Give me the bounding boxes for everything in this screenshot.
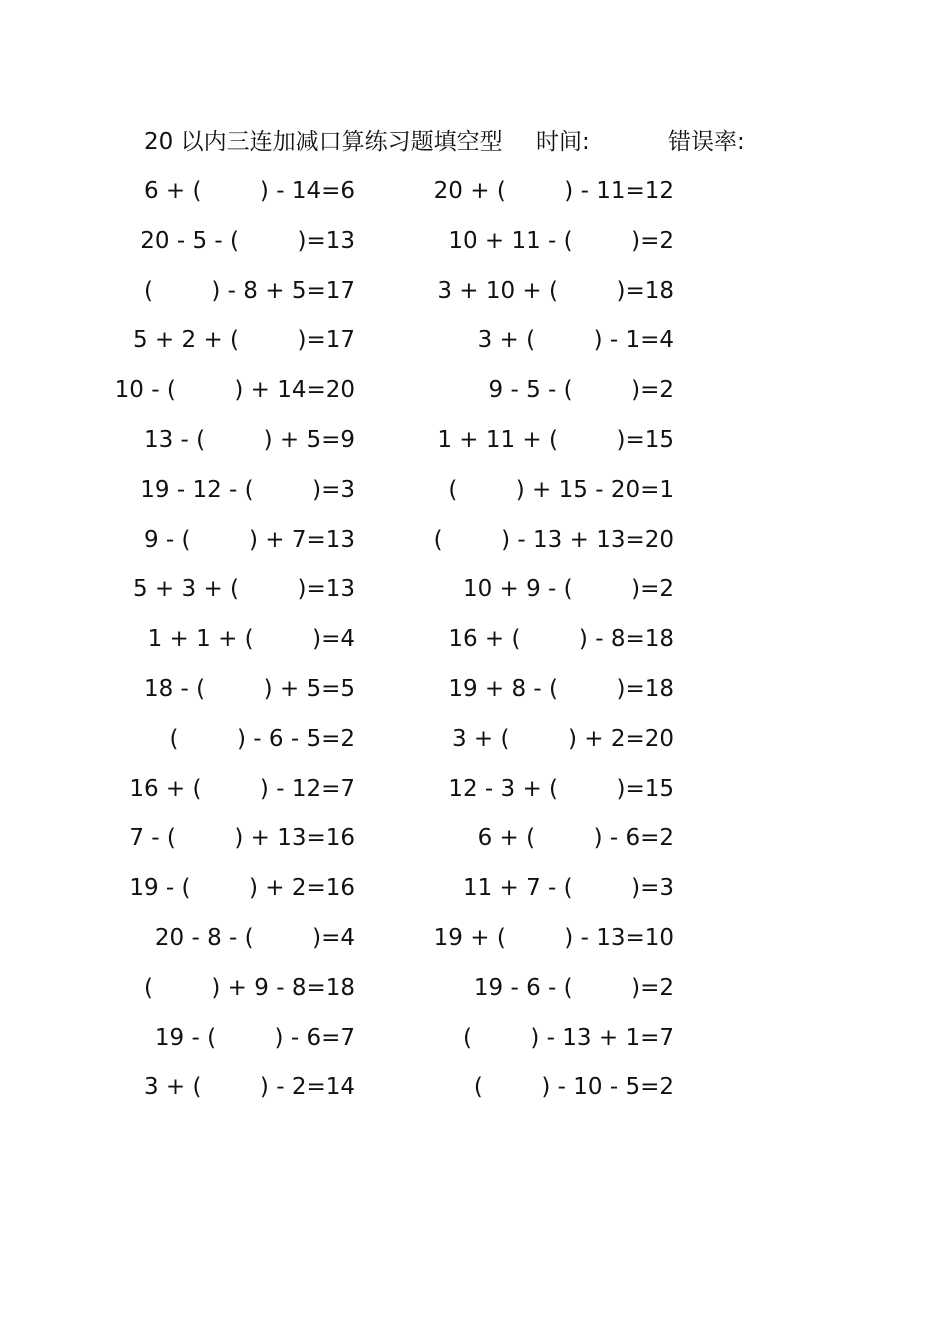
problem-right: 11 + 7 - ( )=3 xyxy=(462,875,674,902)
problem-left: 6 + ( ) - 14=6 xyxy=(143,178,355,204)
problem-right: 12 - 3 + ( )=15 xyxy=(448,775,674,802)
problem-right: 9 - 5 - ( )=2 xyxy=(488,377,674,404)
problem-left: ( ) - 6 - 5=2 xyxy=(169,725,355,752)
problem-list xyxy=(0,167,950,1113)
problem-row xyxy=(0,267,950,317)
problem-row xyxy=(0,914,950,964)
problem-left: 16 + ( ) - 12=7 xyxy=(129,775,355,802)
problem-left: 5 + 2 + ( )=17 xyxy=(132,327,355,354)
problem-right: 1 + 11 + ( )=15 xyxy=(437,426,674,453)
problem-left: 19 - ( ) + 2=16 xyxy=(129,875,355,902)
problem-left: 3 + ( ) - 2=14 xyxy=(143,1074,355,1101)
problem-left: ( ) - 8 + 5=17 xyxy=(143,277,355,304)
problem-row xyxy=(0,715,950,765)
problem-left: 20 - 5 - ( )=13 xyxy=(140,227,355,254)
problem-right: ( ) + 15 - 20=1 xyxy=(448,476,674,503)
problem-right: 3 + ( ) - 1=4 xyxy=(477,327,674,354)
problem-row xyxy=(0,765,950,815)
problem-right: ( ) - 13 + 13=20 xyxy=(433,526,674,553)
problem-right: 3 + 10 + ( )=18 xyxy=(437,277,674,304)
problem-right: 19 - 6 - ( )=2 xyxy=(473,974,674,1001)
problem-right: 19 + 8 - ( )=18 xyxy=(448,675,674,702)
problem-left: 7 - ( ) + 13=16 xyxy=(129,825,355,852)
problem-left: 20 - 8 - ( )=4 xyxy=(154,924,355,951)
problem-row xyxy=(0,964,950,1014)
problem-left: 5 + 3 + ( )=13 xyxy=(132,576,355,603)
problem-right: 10 + 11 - ( )=2 xyxy=(448,227,674,254)
problem-right: 6 + ( ) - 6=2 xyxy=(477,825,674,852)
problem-right: 10 + 9 - ( )=2 xyxy=(462,576,674,603)
problem-row xyxy=(0,1063,950,1113)
problem-row xyxy=(0,366,950,416)
problem-row xyxy=(0,316,950,366)
problem-left: ( ) + 9 - 8=18 xyxy=(143,974,355,1001)
problem-row xyxy=(0,217,950,267)
problem-left: 18 - ( ) + 5=5 xyxy=(143,675,355,702)
problem-left: 19 - 12 - ( )=3 xyxy=(140,476,355,503)
problem-right: ( ) - 10 - 5=2 xyxy=(473,1074,674,1101)
problem-row xyxy=(0,416,950,466)
problem-right: 19 + ( ) - 13=10 xyxy=(433,924,674,951)
problem-left: 1 + 1 + ( )=4 xyxy=(147,626,355,653)
problem-right: 20 + ( ) - 11=12 xyxy=(433,178,674,204)
error-rate-label: 错误率: xyxy=(668,129,745,155)
problem-left: 19 - ( ) - 6=7 xyxy=(154,1024,355,1051)
problem-row xyxy=(0,516,950,566)
time-label: 时间: xyxy=(536,129,590,155)
problem-left: 13 - ( ) + 5=9 xyxy=(143,426,355,453)
problem-right: 3 + ( ) + 2=20 xyxy=(451,725,674,752)
worksheet-header xyxy=(0,124,950,160)
problem-left: 9 - ( ) + 7=13 xyxy=(143,526,355,553)
problem-row xyxy=(0,565,950,615)
problem-left: 10 - ( ) + 14=20 xyxy=(114,377,355,404)
problem-row xyxy=(0,1014,950,1064)
problem-row xyxy=(0,864,950,914)
problem-row xyxy=(0,466,950,516)
problem-row xyxy=(0,665,950,715)
problem-right: ( ) - 13 + 1=7 xyxy=(462,1024,674,1051)
problem-row xyxy=(0,615,950,665)
worksheet-title: 20 以内三连加减口算练习题填空型 xyxy=(144,129,503,155)
problem-row xyxy=(0,167,950,217)
problem-row xyxy=(0,814,950,864)
problem-right: 16 + ( ) - 8=18 xyxy=(448,626,674,653)
